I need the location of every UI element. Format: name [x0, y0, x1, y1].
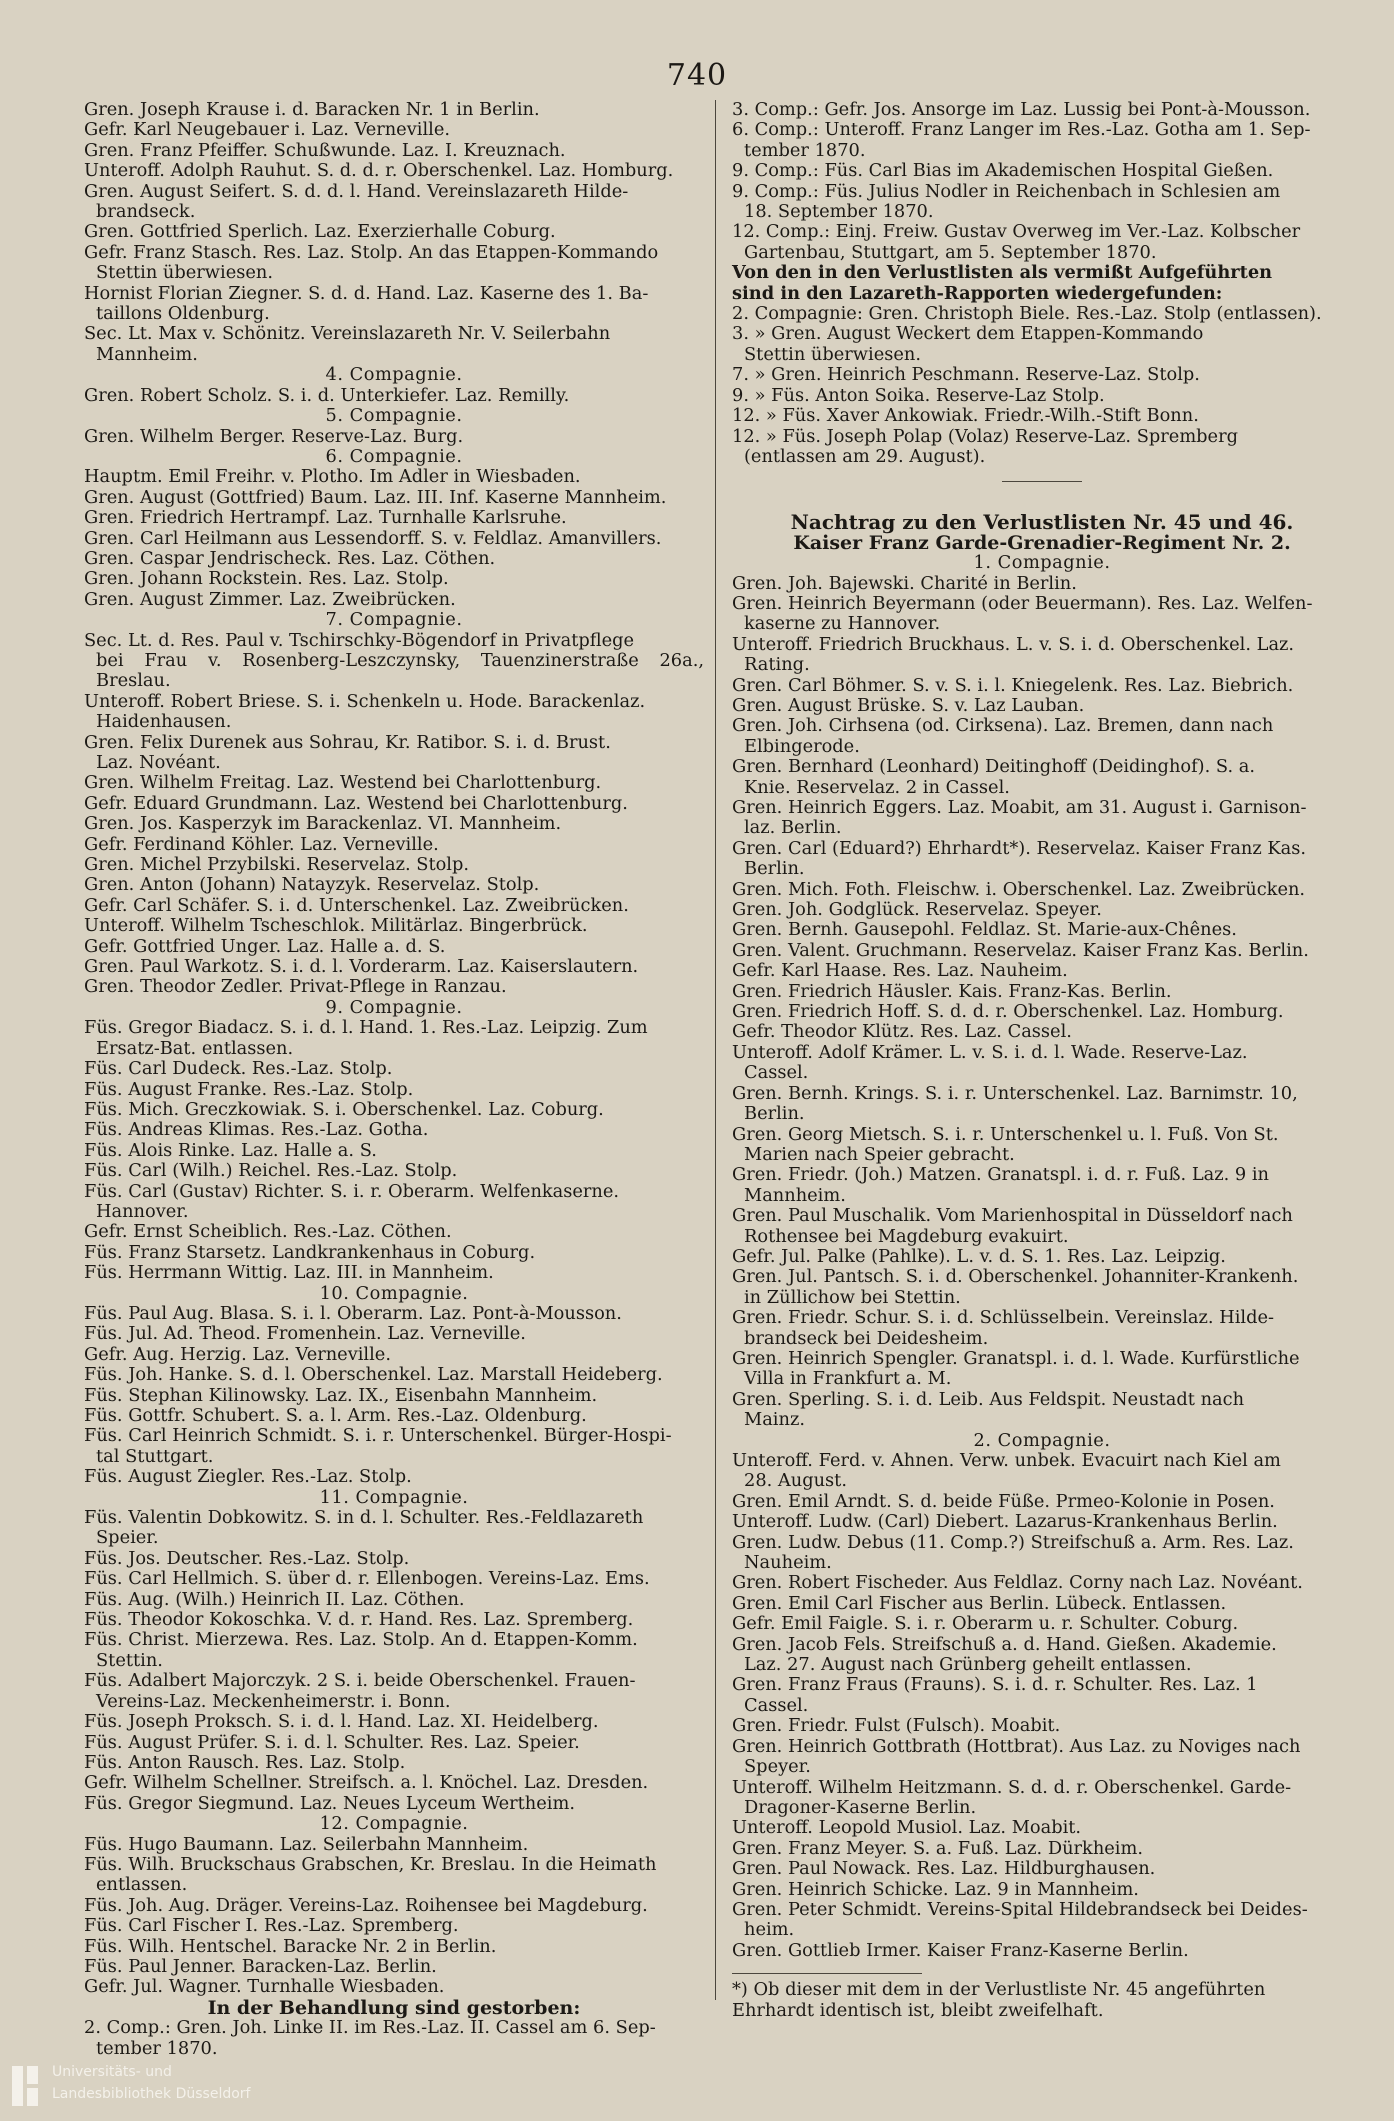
section-heading: In der Behandlung sind gestorben: [207, 1996, 581, 2019]
company-heading: 4. Compagnie. [325, 364, 463, 386]
entry-line: Stettin. [96, 1649, 163, 1671]
entry-line: Unteroff. Wilhelm Tscheschlok. Militärlaz. Bingerbrück. [84, 915, 588, 937]
section-divider [1002, 481, 1082, 482]
entry-line: Unteroff. Robert Briese. S. i. Schenkeln u. Hode. Barackenlaz. [84, 690, 646, 712]
entry-line: Mannheim. [96, 343, 198, 365]
entry-line: Füs. Franz Starsetz. Landkrankenhaus in Coburg. [84, 1241, 536, 1263]
entry-line: Marien nach Speier gebracht. [744, 1143, 1015, 1165]
entry-line: Unteroff. Leopold Musiol. Laz. Moabit. [732, 1817, 1082, 1839]
entry-line: 9. Comp.: Füs. Julius Nodler in Reichenbach in Schlesien am [732, 180, 1281, 202]
entry-line: Gren. Bernh. Gausepohl. Feldlaz. St. Marie-aux-Chênes. [732, 919, 1237, 941]
entry-line: Speier. [96, 1527, 159, 1549]
regiment-title: Kaiser Franz Garde-Grenadier-Regiment Nr. 2. [793, 531, 1291, 554]
page-number: 740 [666, 58, 728, 93]
entry-line: 3. Comp.: Gefr. Jos. Ansorge im Laz. Lussig bei Pont-à-Mousson. [732, 99, 1311, 120]
entry-line: Gren. Heinrich Beyermann (oder Beuermann). Res. Laz. Welfen- [732, 592, 1313, 614]
entry-line: Gren. Carl (Eduard?) Ehrhardt*). Reservelaz. Kaiser Franz Kas. [732, 837, 1307, 859]
entry-line: tember 1870. [96, 2037, 218, 2059]
entry-line: 9. » Füs. Anton Soika. Reserve-Laz Stolp. [732, 384, 1105, 406]
entry-line: Gren. Jul. Pantsch. S. i. d. Oberschenkel. Johanniter-Krankenh. [732, 1266, 1299, 1288]
entry-line: Gren. Robert Fischeder. Aus Feldlaz. Corny nach Laz. Novéant. [732, 1572, 1303, 1594]
entry-line: Unteroff. Friedrich Bruckhaus. L. v. S. i. d. Oberschenkel. Laz. [732, 633, 1295, 655]
entry-line: 12. » Füs. Joseph Polap (Volaz) Reserve-Laz. Spremberg [732, 425, 1238, 447]
company-heading: 10. Compagnie. [319, 1282, 469, 1304]
right-column-top-entries [732, 100, 1352, 467]
entry-line: Gren. Gottfried Sperlich. Laz. Exerzierhalle Coburg. [84, 221, 556, 243]
entry-line: Gefr. Aug. Herzig. Laz. Verneville. [84, 1343, 391, 1365]
entry-line: Rothensee bei Magdeburg evakuirt. [744, 1225, 1069, 1247]
entry-line: Gren. August Zimmer. Laz. Zweibrücken. [84, 588, 456, 610]
entry-line: Gren. Bernhard (Leonhard) Deitinghoff (Deidinghof). S. a. [732, 756, 1256, 778]
entry-line: Gren. Friedr. (Joh.) Matzen. Granatspl. i. d. r. Fuß. Laz. 9 in [732, 1164, 1270, 1186]
entry-line: Unteroff. Ludw. (Carl) Diebert. Lazarus-Krankenhaus Berlin. [732, 1511, 1278, 1533]
entry-line: brandseck. [96, 201, 196, 223]
entry-line: Füs. Wilh. Hentschel. Baracke Nr. 2 in Berlin. [84, 1935, 497, 1957]
entry-line: Dragoner-Kaserne Berlin. [744, 1796, 977, 1818]
entry-line: Gren. Paul Warkotz. S. i. d. l. Vorderarm. Laz. Kaiserslautern. [84, 956, 639, 978]
entry-line: 2. Compagnie: Gren. Christoph Biele. Res.-Laz. Stolp (entlassen). [732, 303, 1322, 325]
entry-line: Stettin überwiesen. [744, 343, 921, 365]
entry-line: Gren. Wilhelm Berger. Reserve-Laz. Burg. [84, 425, 464, 447]
entry-line: Cassel. [744, 1062, 809, 1084]
entry-line: Füs. Joseph Proksch. S. i. d. l. Hand. Laz. XI. Heidelberg. [84, 1711, 599, 1733]
entry-line: Gefr. Karl Haase. Res. Laz. Nauheim. [732, 960, 1068, 982]
entry-line: Füs. Gregor Biadacz. S. i. d. l. Hand. 1. Res.-Laz. Leipzig. Zum [84, 1017, 648, 1039]
entry-line: Gartenbau, Stuttgart, am 5. September 1870. [744, 241, 1157, 263]
entry-line: Gefr. Karl Neugebauer i. Laz. Verneville. [84, 119, 450, 141]
entry-line: Unteroff. Wilhelm Heitzmann. S. d. d. r. Oberschenkel. Garde- [732, 1776, 1292, 1798]
entry-line: Nauheim. [744, 1552, 832, 1574]
entry-line: Füs. Carl Heinrich Schmidt. S. i. r. Unterschenkel. Bürger-Hospi- [84, 1425, 672, 1447]
entry-line: kaserne zu Hannover. [744, 613, 941, 635]
entry-line: 28. August. [744, 1470, 847, 1492]
entry-line: Füs. August Ziegler. Res.-Laz. Stolp. [84, 1466, 412, 1488]
entry-line: Gren. Heinrich Eggers. Laz. Moabit, am 31. August i. Garnison- [732, 797, 1307, 818]
entry-line: Berlin. [744, 858, 805, 880]
company-heading: 7. Compagnie. [325, 609, 463, 631]
entry-line: Füs. Carl Dudeck. Res.-Laz. Stolp. [84, 1058, 393, 1080]
entry-line: Gren. Carl Böhmer. S. v. S. i. l. Kniegelenk. Res. Laz. Biebrich. [732, 674, 1294, 696]
entry-line: Hauptm. Emil Freihr. v. Plotho. Im Adler in Wiesbaden. [84, 466, 581, 488]
entry-line: tal Stuttgart. [96, 1445, 214, 1467]
entry-line: Gren. Georg Mietsch. S. i. r. Unterschenkel u. l. Fuß. Von St. [732, 1123, 1279, 1145]
entry-line: Mannheim. [744, 1184, 846, 1206]
entry-line: 6. Comp.: Unteroff. Franz Langer im Res.-Laz. Gotha am 1. Sep- [732, 119, 1311, 141]
entry-line: Füs. Stephan Kilinowsky. Laz. IX., Eisenbahn Mannheim. [84, 1384, 598, 1406]
section-heading: sind in den Lazareth-Rapporten wiedergefunden: [732, 282, 1223, 304]
entry-line: Gren. Mich. Foth. Fleischw. i. Oberschenkel. Laz. Zweibrücken. [732, 878, 1306, 900]
entry-line: heim. [744, 1919, 795, 1941]
entry-line: Füs. Gottfr. Schubert. S. a. l. Arm. Res.-Laz. Oldenburg. [84, 1405, 587, 1426]
company-heading: 5. Compagnie. [325, 405, 463, 427]
entry-line: Gefr. Emil Faigle. S. i. r. Oberarm u. r. Schulter. Coburg. [732, 1613, 1239, 1635]
entry-line: Füs. Christ. Mierzewa. Res. Laz. Stolp. An d. Etappen-Komm. [84, 1629, 638, 1651]
entry-line: Cassel. [744, 1694, 809, 1716]
entry-line: Stettin überwiesen. [96, 262, 273, 284]
library-name-line2: Landesbibliothek Düsseldorf [52, 2086, 251, 2102]
company-heading: 1. Compagnie. [973, 552, 1111, 574]
library-name-line1: Universitäts- und [52, 2064, 172, 2080]
entry-line: Gren. Joh. Cirhsena (od. Cirksena). Laz. Bremen, dann nach [732, 715, 1274, 737]
entry-line: Unteroff. Adolph Rauhut. S. d. d. r. Oberschenkel. Laz. Homburg. [84, 160, 674, 182]
company-heading: 12. Compagnie. [319, 1813, 469, 1835]
entry-line: 3. » Gren. August Weckert dem Etappen-Kommando [732, 323, 1204, 345]
entry-line: Füs. Aug. (Wilh.) Heinrich II. Laz. Cöthen. [84, 1588, 465, 1610]
entry-line: Gefr. Theodor Klütz. Res. Laz. Cassel. [732, 1021, 1072, 1043]
column-divider [715, 100, 716, 2000]
entry-line: Gren. August Seifert. S. d. d. l. Hand. Vereinslazareth Hilde- [84, 180, 629, 202]
entry-line: Gren. Bernh. Krings. S. i. r. Unterschenkel. Laz. Barnimstr. 10, [732, 1082, 1298, 1104]
nachtrag-title: Nachtrag zu den Verlustlisten Nr. 45 und 46. [790, 510, 1294, 535]
entry-line: Gren. Felix Durenek aus Sohrau, Kr. Ratibor. S. i. d. Brust. [84, 731, 611, 753]
entry-line: Gefr. Franz Stasch. Res. Laz. Stolp. An das Etappen-Kommando [84, 241, 659, 263]
entry-line: Gefr. Ferdinand Köhler. Laz. Verneville. [84, 833, 439, 855]
entry-line: Gren. Heinrich Schicke. Laz. 9 in Mannheim. [732, 1878, 1139, 1900]
entry-line: Sec. Lt. d. Res. Paul v. Tschirschky-Bögendorf in Privatpflege [84, 629, 635, 651]
entry-line: Berlin. [744, 1103, 805, 1125]
entry-line: Gren. Franz Pfeiffer. Schußwunde. Laz. I. Kreuznach. [84, 139, 566, 161]
entry-line: Füs. Mich. Greczkowiak. S. i. Oberschenkel. Laz. Coburg. [84, 1098, 604, 1120]
entry-line: Gren. Heinrich Spengler. Granatspl. i. d. l. Wade. Kurfürstliche [732, 1347, 1300, 1369]
entry-line: Füs. August Franke. Res.-Laz. Stolp. [84, 1078, 414, 1100]
entry-line: Gren. Gottlieb Irmer. Kaiser Franz-Kaserne Berlin. [732, 1939, 1189, 1961]
entry-line: Gren. Emil Carl Fischer aus Berlin. Lübeck. Entlassen. [732, 1592, 1227, 1614]
entry-line: Mainz. [744, 1409, 805, 1431]
entry-line: Gren. Joseph Krause i. d. Baracken Nr. 1 in Berlin. [84, 99, 540, 120]
entry-line: Gefr. Carl Schäfer. S. i. d. Unterschenkel. Laz. Zweibrücken. [84, 894, 629, 916]
entry-line: Gren. Paul Muschalik. Vom Marienhospital in Düsseldorf nach [732, 1205, 1293, 1227]
entry-line: Knie. Reservelaz. 2 in Cassel. [744, 776, 1010, 798]
entry-line: 2. Comp.: Gren. Joh. Linke II. im Res.-Laz. II. Cassel am 6. Sep- [84, 2017, 656, 2039]
entry-line: Laz. Novéant. [96, 752, 221, 773]
company-heading: 11. Compagnie. [319, 1486, 469, 1508]
entry-line: Gren. Anton (Johann) Natayzyk. Reservelaz. Stolp. [84, 874, 540, 896]
entry-line: Haidenhausen. [96, 711, 232, 733]
entry-line: in Züllichow bei Stettin. [744, 1286, 961, 1308]
right-column-bottom-entries [732, 553, 1352, 1961]
entry-line: Füs. Alois Rinke. Laz. Halle a. S. [84, 1139, 377, 1161]
entry-line: 7. » Gren. Heinrich Peschmann. Reserve-Laz. Stolp. [732, 364, 1200, 386]
entry-line: Füs. Wilh. Bruckschaus Grabschen, Kr. Breslau. In die Heimath [84, 1853, 657, 1875]
entry-line: Gefr. Eduard Grundmann. Laz. Westend bei Charlottenburg. [84, 792, 628, 814]
entry-line: Füs. Carl Fischer I. Res.-Laz. Spremberg. [84, 1915, 459, 1937]
entry-line: Füs. Carl Hellmich. S. über d. r. Ellenbogen. Vereins-Laz. Ems. [84, 1568, 650, 1590]
entry-line: Gren. Paul Nowack. Res. Laz. Hildburghausen. [732, 1858, 1156, 1880]
entry-line: Rating. [744, 654, 810, 676]
entry-line: tember 1870. [744, 139, 866, 161]
entry-line: Füs. Joh. Hanke. S. d. l. Oberschenkel. Laz. Marstall Heideberg. [84, 1364, 663, 1386]
entry-line: Gren. Caspar Jendrischeck. Res. Laz. Cöthen. [84, 547, 496, 569]
entry-line: Gren. Heinrich Gottbrath (Hottbrat). Aus Laz. zu Noviges nach [732, 1735, 1301, 1757]
entry-line: Gefr. Ernst Scheiblich. Res.-Laz. Cöthen. [84, 1221, 452, 1243]
entry-line: Füs. Anton Rausch. Res. Laz. Stolp. [84, 1751, 406, 1773]
entry-line: Gren. Joh. Bajewski. Charité in Berlin. [732, 572, 1077, 594]
entry-line: Füs. August Prüfer. S. i. d. l. Schulter. Res. Laz. Speier. [84, 1731, 580, 1753]
entry-line: Füs. Herrmann Wittig. Laz. III. in Mannheim. [84, 1262, 494, 1284]
entry-line: Hornist Florian Ziegner. S. d. d. Hand. Laz. Kaserne des 1. Ba- [84, 282, 649, 304]
entry-line: Gren. Johann Rockstein. Res. Laz. Stolp. [84, 568, 449, 590]
footnote [732, 1980, 1352, 2021]
entry-line: 18. September 1870. [744, 201, 934, 223]
entry-line: Gren. Friedrich Hoff. S. d. d. r. Oberschenkel. Laz. Homburg. [732, 1001, 1284, 1023]
entry-line: Gren. Carl Heilmann aus Lessendorff. S. v. Feldlaz. Amanvillers. [84, 527, 662, 549]
entry-line: taillons Oldenburg. [96, 303, 270, 325]
entry-line: Gren. Emil Arndt. S. d. beide Füße. Prmeo-Kolonie in Posen. [732, 1490, 1275, 1512]
entry-line: Füs. Paul Jenner. Baracken-Laz. Berlin. [84, 1955, 437, 1977]
entry-line: Gren. Franz Fraus (Frauns). S. i. d. r. Schulter. Res. Laz. 1 [732, 1674, 1258, 1696]
entry-line: 9. Comp.: Füs. Carl Bias im Akademischen Hospital Gießen. [732, 160, 1274, 182]
entry-line: Füs. Valentin Dobkowitz. S. in d. l. Schulter. Res.-Feldlazareth [84, 1507, 644, 1529]
entry-line: Hannover. [96, 1200, 189, 1222]
entry-line: Gren. Franz Meyer. S. a. Fuß. Laz. Dürkheim. [732, 1837, 1144, 1859]
entry-line: Füs. Jos. Deutscher. Res.-Laz. Stolp. [84, 1547, 410, 1569]
company-heading: 2. Compagnie. [973, 1429, 1111, 1451]
entry-line: entlassen. [96, 1874, 188, 1896]
entry-line: Gren. Michel Przybilski. Reservelaz. Stolp. [84, 854, 470, 876]
entry-line: Gren. Jacob Fels. Streifschuß a. d. Hand. Gießen. Akademie. [732, 1633, 1277, 1655]
entry-line: Füs. Hugo Baumann. Laz. Seilerbahn Mannheim. [84, 1833, 529, 1855]
footnote-line: Ehrhardt identisch ist, bleibt zweifelhaft. [732, 1999, 1104, 2021]
entry-line: Gren. August (Gottfried) Baum. Laz. III. Inf. Kaserne Mannheim. [84, 486, 667, 508]
entry-line: Gren. Peter Schmidt. Vereins-Spital Hildebrandseck bei Deides- [732, 1898, 1308, 1920]
entry-line: Villa in Frankfurt a. M. [744, 1368, 952, 1390]
entry-line: Gren. Friedrich Hertrampf. Laz. Turnhalle Karlsruhe. [84, 507, 567, 529]
entry-line: Gefr. Jul. Palke (Pahlke). L. v. d. S. 1. Res. Laz. Leipzig. [732, 1245, 1226, 1267]
entry-line: Gren. Sperling. S. i. d. Leib. Aus Feldspit. Neustadt nach [732, 1388, 1245, 1410]
entry-line: Füs. Carl (Gustav) Richter. S. i. r. Oberarm. Welfenkaserne. [84, 1180, 620, 1202]
entry-line: Elbingerode. [744, 735, 860, 757]
company-heading: 6. Compagnie. [325, 445, 463, 467]
entry-line: 12. » Füs. Xaver Ankowiak. Friedr.-Wilh.-Stift Bonn. [732, 405, 1199, 427]
library-emblem-icon [10, 2064, 40, 2108]
footnote-divider [732, 1973, 922, 1974]
entry-line: Gren. Ludw. Debus (11. Comp.?) Streifschuß a. Arm. Res. Laz. [732, 1531, 1294, 1553]
entry-line: Gren. Valent. Gruchmann. Reservelaz. Kaiser Franz Kas. Berlin. [732, 939, 1309, 961]
entry-line: laz. Berlin. [744, 817, 842, 839]
entry-line: Gren. Friedrich Häusler. Kais. Franz-Kas. Berlin. [732, 980, 1172, 1002]
entry-line: Gren. August Brüske. S. v. Laz Lauban. [732, 694, 1085, 716]
entry-line: Gren. Friedr. Schur. S. i. d. Schlüsselbein. Vereinslaz. Hilde- [732, 1307, 1274, 1329]
entry-line: Laz. 27. August nach Grünberg geheilt entlassen. [744, 1654, 1192, 1676]
footnote-line: *) Ob dieser mit dem in der Verlustliste Nr. 45 angeführten [732, 1979, 1266, 2001]
right-column [732, 99, 1352, 2021]
entry-line: Gren. Joh. Godglück. Reservelaz. Speyer. [732, 899, 1102, 921]
entry-line: Gren. Theodor Zedler. Privat-Pflege in Ranzau. [84, 976, 507, 998]
entry-line: brandseck bei Deidesheim. [744, 1327, 989, 1349]
section-heading: Von den in den Verlustlisten als vermißt Aufgeführten [732, 262, 1273, 284]
entry-line: Füs. Theodor Kokoschka. V. d. r. Hand. Res. Laz. Spremberg. [84, 1609, 634, 1631]
entry-line: Gren. Jos. Kasperzyk im Barackenlaz. VI. Mannheim. [84, 813, 562, 835]
company-heading: 9. Compagnie. [325, 996, 463, 1018]
entry-line: Unteroff. Ferd. v. Ahnen. Verw. unbek. Evacuirt nach Kiel am [732, 1450, 1281, 1471]
entry-line: Gren. Friedr. Fulst (Fulsch). Moabit. [732, 1715, 1061, 1737]
entry-line: Füs. Adalbert Majorczyk. 2 S. i. beide Oberschenkel. Frauen- [84, 1670, 636, 1692]
entry-line: 12. Comp.: Einj. Freiw. Gustav Overweg im Ver.-Laz. Kolbscher [732, 221, 1301, 243]
entry-line: Gefr. Jul. Wagner. Turnhalle Wiesbaden. [84, 1976, 445, 1998]
entry-line: Füs. Paul Aug. Blasa. S. i. l. Oberarm. Laz. Pont-à-Mousson. [84, 1302, 622, 1324]
library-logo [10, 2062, 350, 2117]
left-column [84, 99, 704, 2059]
entry-line: Füs. Jul. Ad. Theod. Fromenhein. Laz. Verneville. [84, 1323, 526, 1345]
entry-line: Sec. Lt. Max v. Schönitz. Vereinslazareth Nr. V. Seilerbahn [84, 323, 611, 345]
entry-line: (entlassen am 29. August). [744, 445, 986, 467]
entry-line: Unteroff. Adolf Krämer. L. v. S. i. d. l. Wade. Reserve-Laz. [732, 1041, 1248, 1063]
entry-line: Gefr. Gottfried Unger. Laz. Halle a. d. S. [84, 935, 446, 957]
entry-line: Speyer. [744, 1756, 811, 1778]
entry-line: Füs. Gregor Siegmund. Laz. Neues Lyceum Wertheim. [84, 1792, 575, 1814]
entry-line: Gren. Robert Scholz. S. i. d. Unterkiefer. Laz. Remilly. [84, 384, 570, 406]
entry-line: Füs. Andreas Klimas. Res.-Laz. Gotha. [84, 1119, 429, 1141]
entry-line: Gefr. Wilhelm Schellner. Streifsch. a. l. Knöchel. Laz. Dresden. [84, 1772, 649, 1794]
entry-line: Ersatz-Bat. entlassen. [96, 1037, 294, 1059]
entry-line: Gren. Wilhelm Freitag. Laz. Westend bei Charlottenburg. [84, 772, 602, 794]
entry-line: Füs. Carl (Wilh.) Reichel. Res.-Laz. Stolp. [84, 1160, 458, 1182]
entry-line: Füs. Joh. Aug. Dräger. Vereins-Laz. Roihensee bei Magdeburg. [84, 1894, 648, 1916]
entry-line: Vereins-Laz. Meckenheimerstr. i. Bonn. [96, 1690, 451, 1712]
entry-line: bei Frau v. Rosenberg-Leszczynsky, Tauenzinerstraße 26a., Breslau. [96, 649, 704, 692]
